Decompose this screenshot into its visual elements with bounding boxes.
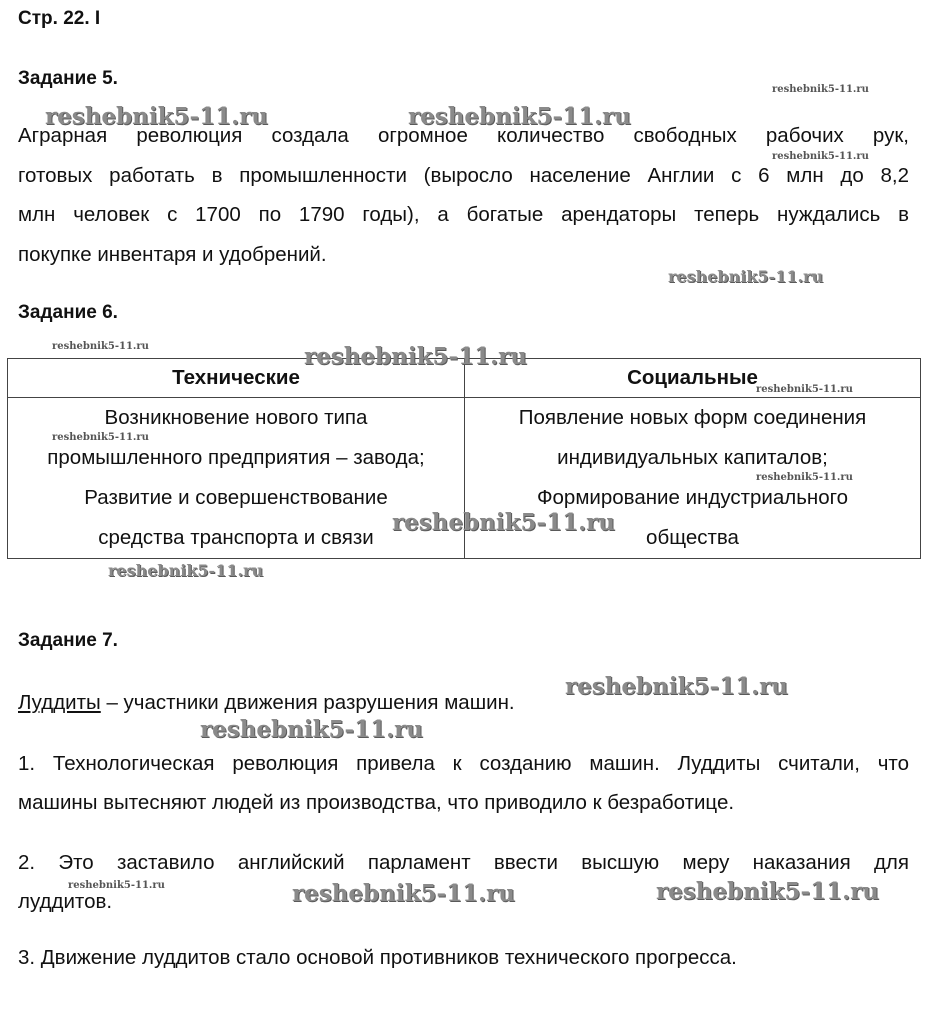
task7-p1-line-1: 1. Технологическая революция привела к созданию машин. Луддиты считали, что xyxy=(18,752,909,775)
technical-line-1: Возникновение нового типа xyxy=(104,406,368,429)
watermark: reshebnik5-11.ru xyxy=(45,103,268,130)
definition-text: – участники движения разрушения машин. xyxy=(100,691,515,714)
watermark-small: reshebnik5-11.ru xyxy=(772,84,869,95)
social-line-1: Появление новых форм соединения xyxy=(518,406,867,429)
watermark: reshebnik5-11.ru xyxy=(392,509,615,536)
watermark-small: reshebnik5-11.ru xyxy=(52,432,149,443)
task5-line-1: Аграрная революция создала огромное количество свободных рабочих рук, xyxy=(18,124,909,147)
task7-p2-line-2: луддитов. xyxy=(18,890,113,913)
watermark-small: reshebnik5-11.ru xyxy=(68,880,165,891)
watermark: reshebnik5-11.ru xyxy=(656,878,879,905)
table-header-technical: Технические xyxy=(8,359,465,398)
watermark: reshebnik5-11.ru xyxy=(200,716,423,743)
social-line-4: общества xyxy=(646,526,739,549)
task6-title: Задание 6. xyxy=(18,302,118,323)
task7-definition xyxy=(18,691,515,715)
watermark-small: reshebnik5-11.ru xyxy=(756,472,853,483)
watermark: reshebnik5-11.ru xyxy=(108,561,264,580)
table-header-social: Социальные xyxy=(465,359,921,398)
task5-line-4: покупке инвентаря и удобрений. xyxy=(18,243,327,266)
task7-p3: 3. Движение луддитов стало основой противников технического прогресса. xyxy=(18,946,737,969)
watermark: reshebnik5-11.ru xyxy=(408,103,631,130)
watermark: reshebnik5-11.ru xyxy=(292,880,515,907)
watermark: reshebnik5-11.ru xyxy=(668,267,824,286)
watermark: reshebnik5-11.ru xyxy=(565,673,788,700)
term-luddites: Луддиты xyxy=(18,691,101,714)
page-label: Стр. 22. I xyxy=(18,8,101,29)
technical-line-3: Развитие и совершенствование xyxy=(84,486,388,509)
watermark: reshebnik5-11.ru xyxy=(304,343,527,370)
technical-line-2: промышленного предприятия – завода; xyxy=(47,446,425,469)
social-line-2: индивидуальных капиталов; xyxy=(557,446,828,469)
watermark-small: reshebnik5-11.ru xyxy=(756,384,853,395)
technical-line-4: средства транспорта и связи xyxy=(98,526,374,549)
task7-title: Задание 7. xyxy=(18,630,118,651)
watermark-small: reshebnik5-11.ru xyxy=(772,151,869,162)
task5-line-3: млн человек с 1700 по 1790 годы), а богатые арендаторы теперь нуждались в xyxy=(18,203,909,226)
task5-line-2: готовых работать в промышленности (выросло население Англии с 6 млн до 8,2 xyxy=(18,164,909,187)
social-line-3: Формирование индустриального xyxy=(536,486,849,509)
task7-p1-line-2: машины вытесняют людей из производства, что приводило к безработице. xyxy=(18,791,735,814)
task5-title: Задание 5. xyxy=(18,68,118,89)
task7-p2-line-1: 2. Это заставило английский парламент ввести высшую меру наказания для xyxy=(18,851,909,874)
watermark-small: reshebnik5-11.ru xyxy=(52,341,149,352)
